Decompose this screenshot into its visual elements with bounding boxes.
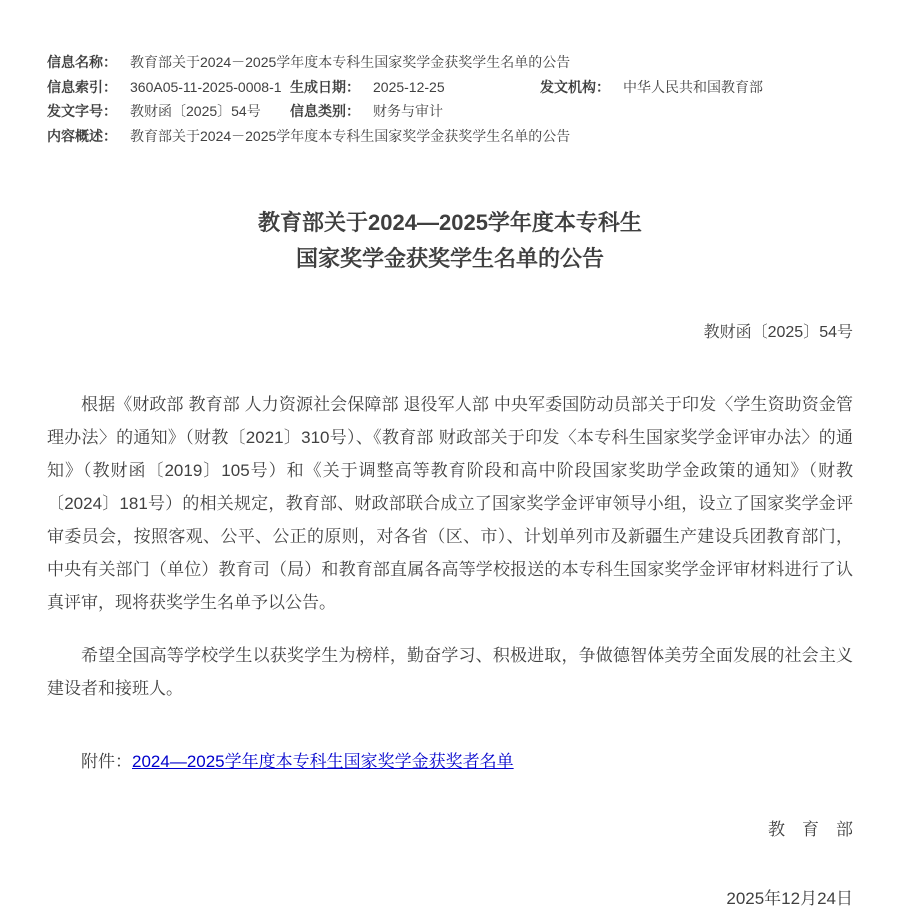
body-paragraph-1: 根据《财政部 教育部 人力资源社会保障部 退役军人部 中央军委国防动员部关于印发〈学生资助资金管理办法〉的通知》（财教〔2021〕310号）、《教育部 财政部关于印发〈本专科生国家奖学金评审办法〉的通知》（教财函〔2019〕105号）和《关于调整高等教育阶段和高中阶段国家奖助学金政策的通知》（财教〔2024〕181号）的相关规定，教育部、财政部联合成立了国家奖学金评审领导小组，设立了国家奖学金评审委员会，按照客观、公平、公正的原则，对各省（区、市）、计划单列市及新疆生产建设兵团教育部门，中央有关部门（单位）教育司（局）和教育部直属各高等学校报送的本专科生国家奖学金评审材料进行了认真评审，现将获奖学生名单予以公告。 [47, 395, 853, 612]
document-body [47, 388, 853, 705]
document-title-line1: 教育部关于2024—2025学年度本专科生 [258, 210, 642, 235]
meta-label-info-name: 信息名称： [47, 54, 117, 70]
document-title [0, 205, 900, 277]
metadata-row-name [47, 50, 853, 75]
body-paragraph-2: 希望全国高等学校学生以获奖学生为榜样，勤奋学习、积极进取，争做德智体美劳全面发展的社会主义建设者和接班人。 [47, 646, 853, 698]
metadata-block [0, 0, 900, 148]
meta-value-info-index: 360A05-11-2025-0008-1 [130, 78, 282, 95]
meta-label-docnum: 发文字号： [47, 103, 117, 119]
meta-value-category: 财务与审计 [373, 103, 443, 119]
meta-value-gen-date: 2025-12-25 [373, 78, 445, 95]
meta-label-summary: 内容概述： [47, 127, 117, 144]
meta-label-agency: 发文机构： [540, 78, 610, 95]
meta-value-agency: 中华人民共和国教育部 [623, 78, 763, 95]
meta-value-summary: 教育部关于2024－2025学年度本专科生国家奖学金获奖学生名单的公告 [130, 127, 571, 144]
meta-label-category: 信息类别： [290, 103, 360, 119]
attachment-line [47, 745, 853, 778]
metadata-row-index [47, 75, 853, 100]
document-title-line2: 国家奖学金获奖学生名单的公告 [295, 246, 604, 271]
metadata-row-docnum [47, 99, 853, 124]
document-date: 2025年12月24日 [726, 889, 853, 908]
metadata-row-summary [47, 124, 853, 149]
meta-label-info-index: 信息索引： [47, 78, 117, 95]
attachment-label: 附件： [81, 752, 132, 771]
meta-value-docnum: 教财函〔2025〕54号 [130, 103, 261, 119]
document-number: 教财函〔2025〕54号 [703, 324, 853, 341]
meta-value-info-name: 教育部关于2024－2025学年度本专科生国家奖学金获奖学生名单的公告 [130, 54, 571, 70]
meta-label-gen-date: 生成日期： [290, 78, 360, 95]
attachment-link[interactable]: 2024—2025学年度本专科生国家奖学金获奖者名单 [132, 752, 514, 771]
issuer-signature: 教 育 部 [768, 820, 853, 839]
